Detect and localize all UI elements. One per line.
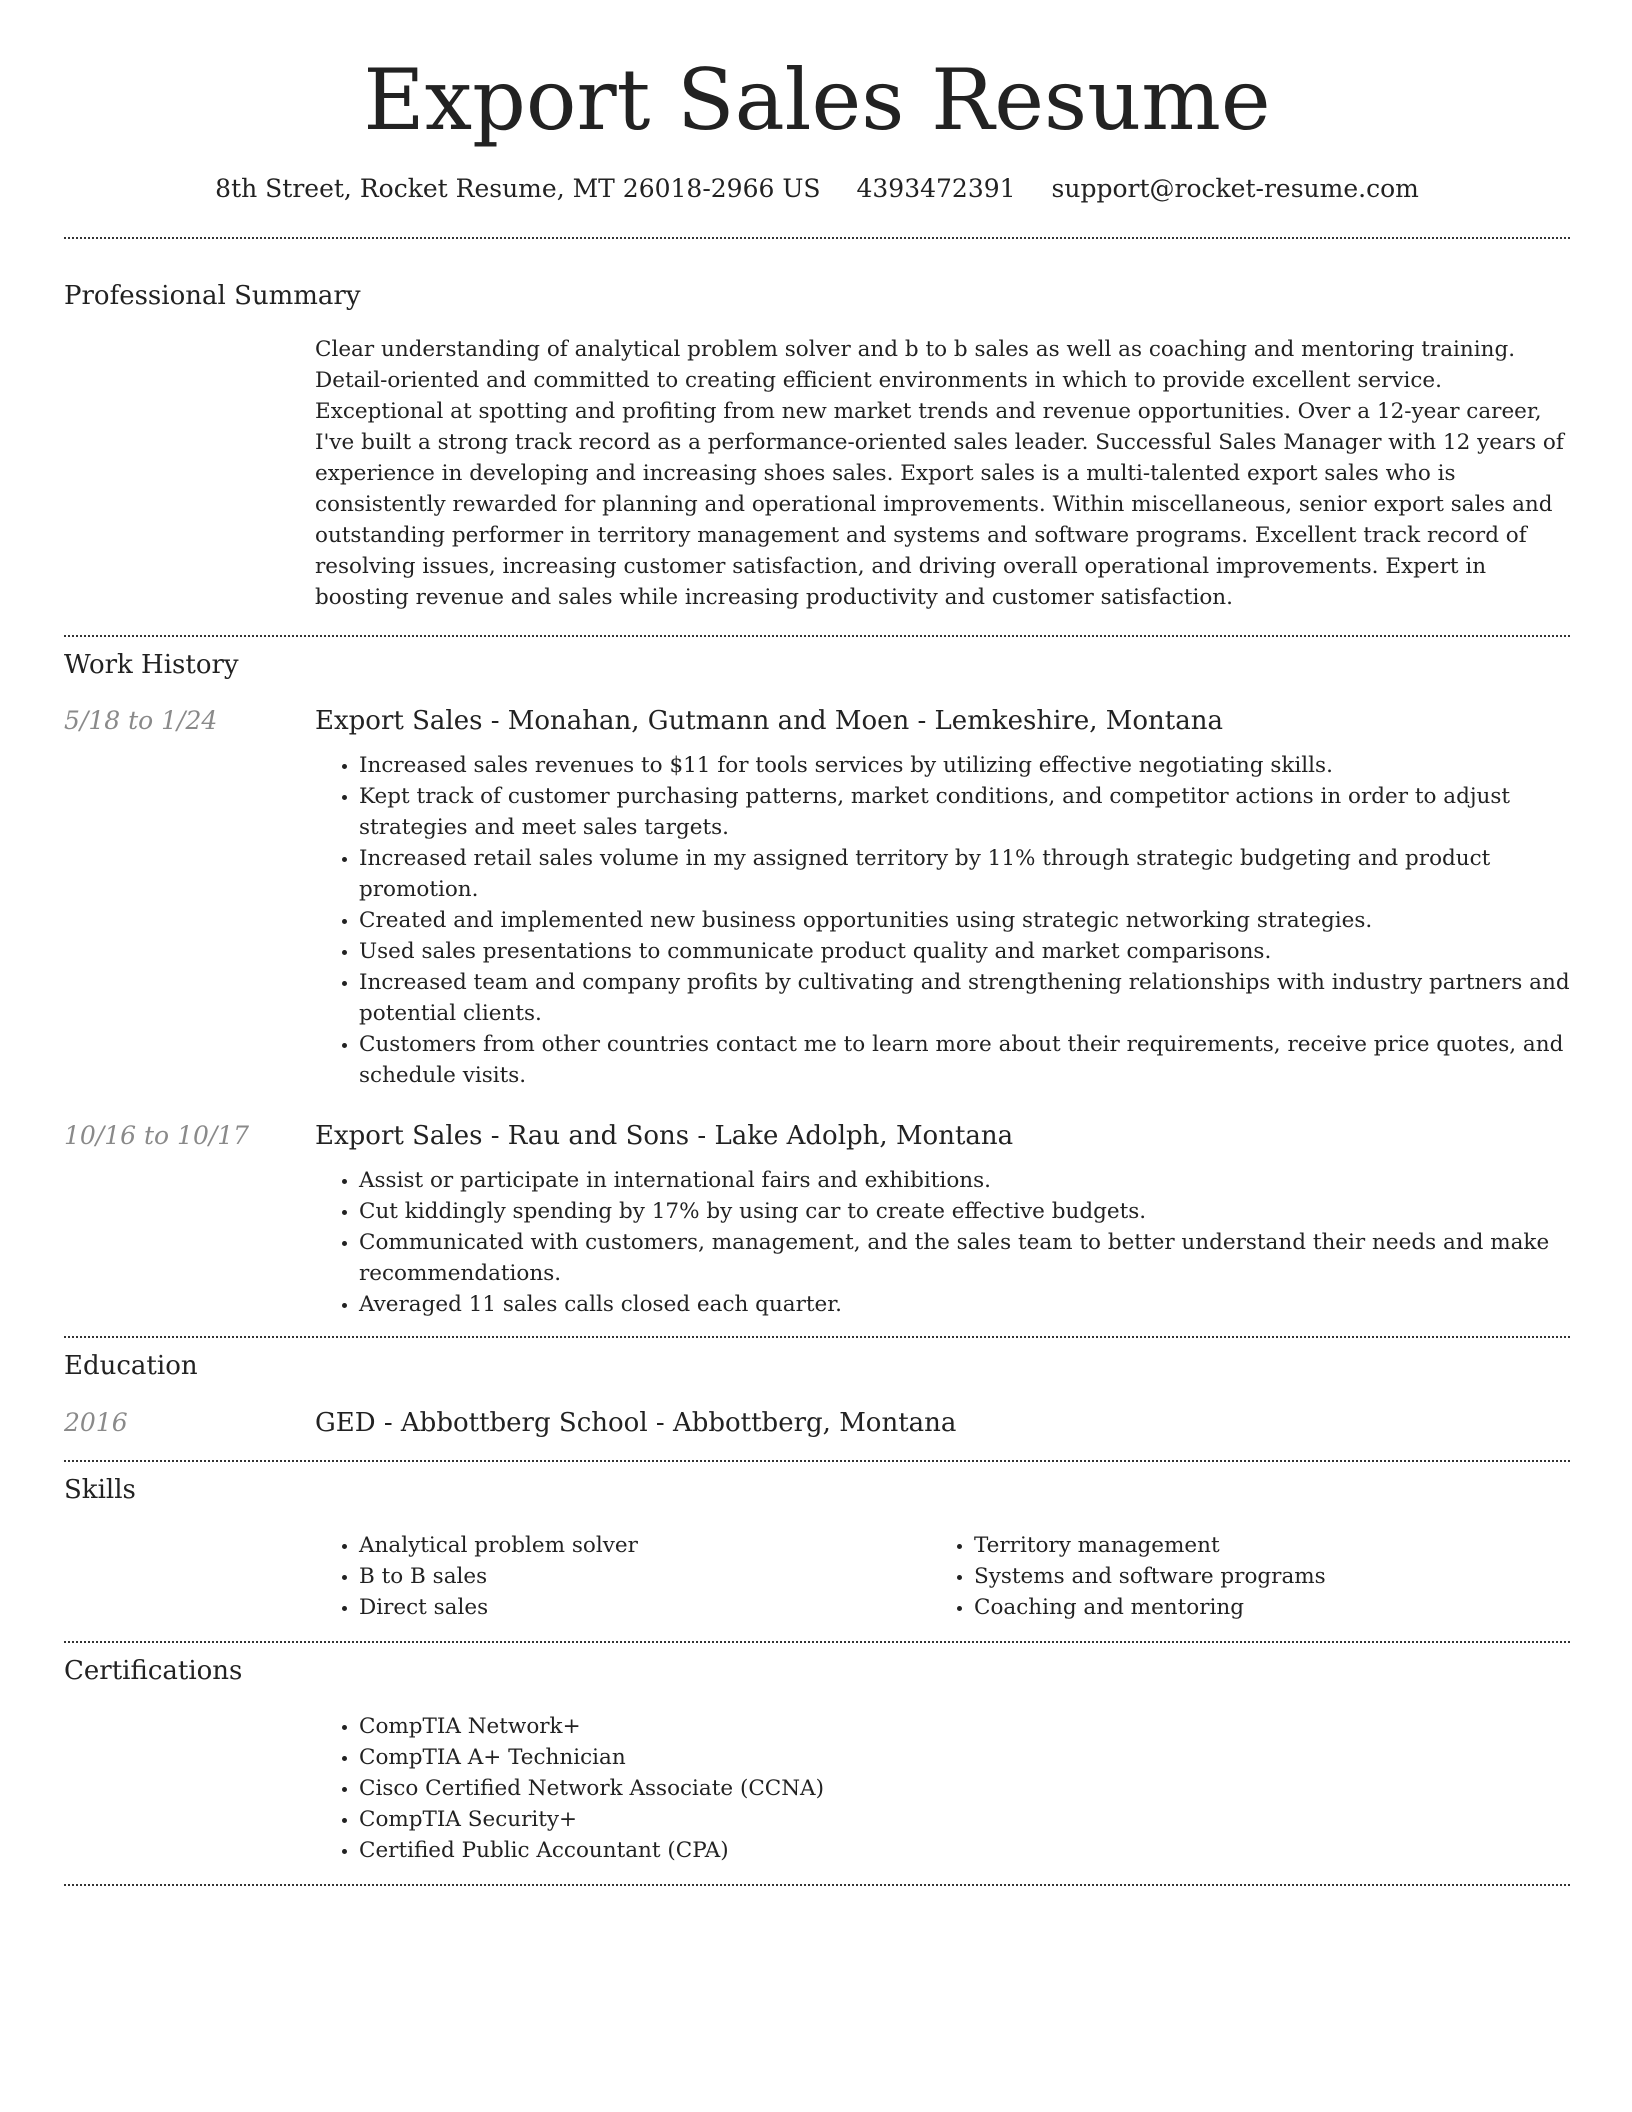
- skill-item: • B to B sales: [359, 1561, 930, 1592]
- job-entry: [64, 1121, 1570, 1320]
- education-year: 2016: [64, 1408, 128, 1437]
- contact-line: [64, 174, 1570, 203]
- certifications-list: [315, 1711, 1570, 1866]
- list-item: • Kept track of customer purchasing patterns, market conditions, and competitor actions in order to adjust strategies and meet sales targets.: [359, 781, 1570, 843]
- divider: [64, 1336, 1570, 1338]
- contact-address: 8th Street, Rocket Resume, MT 26018-2966 US: [215, 174, 821, 203]
- list-item: • Assist or participate in international fairs and exhibitions.: [359, 1165, 1570, 1196]
- summary-text: Clear understanding of analytical problem solver and b to b sales as well as coaching and mentoring training. Detail-oriented and committed to creating efficient environments in which to provide excellent service. Exceptional at spotting and profiting from new market trends and revenue opportunities. Over a 12-year career, I've built a strong track record as a performance-oriented sales leader. Successful Sales Manager with 12 years of experience in developing and increasing shoes sales. Export sales is a multi-talented export sales who is consistently rewarded for planning and operational improvements. Within miscellaneous, senior export sales and outstanding performer in territory management and systems and software programs. Excellent track record of resolving issues, increasing customer satisfaction, and driving overall operational improvements. Expert in boosting revenue and sales while increasing productivity and customer satisfaction.: [315, 337, 1564, 610]
- job-dates: 5/18 to 1/24: [64, 706, 218, 735]
- list-item: • Increased team and company profits by cultivating and strengthening relationships with industry partners and potential clients.: [359, 967, 1570, 1029]
- contact-email: support@rocket-resume.com: [1051, 174, 1419, 203]
- section-title-summary: Professional Summary: [64, 281, 361, 311]
- section-title-education: Education: [64, 1351, 198, 1381]
- certifications-row: [64, 1711, 1570, 1866]
- contact-phone: 4393472391: [856, 174, 1016, 203]
- skills-row: [64, 1530, 1570, 1623]
- list-item: • Cut kiddingly spending by 17% by using car to create effective budgets.: [359, 1196, 1570, 1227]
- skill-item: • Systems and software programs: [974, 1561, 1545, 1592]
- skills-list-right: [930, 1530, 1545, 1623]
- list-item: • Averaged 11 sales calls closed each quarter.: [359, 1289, 1570, 1320]
- job-heading: Export Sales - Rau and Sons - Lake Adolph, Montana: [315, 1121, 1014, 1151]
- list-item: • Increased retail sales volume in my assigned territory by 11% through strategic budgeting and product promotion.: [359, 843, 1570, 905]
- summary-row: [64, 334, 1570, 613]
- job-dates: 10/16 to 10/17: [64, 1121, 250, 1150]
- certification-item: • CompTIA A+ Technician: [359, 1742, 1570, 1773]
- section-title-work: Work History: [64, 650, 239, 680]
- certification-item: • Certified Public Accountant (CPA): [359, 1835, 1570, 1866]
- divider: [64, 1884, 1570, 1886]
- certification-item: • CompTIA Security+: [359, 1804, 1570, 1835]
- resume-title: Export Sales Resume: [363, 51, 1271, 149]
- skills-list-left: [315, 1530, 930, 1623]
- list-item: • Used sales presentations to communicate product quality and market comparisons.: [359, 936, 1570, 967]
- skill-item: • Analytical problem solver: [359, 1530, 930, 1561]
- job-bullets: [315, 750, 1570, 1091]
- section-title-skills: Skills: [64, 1475, 136, 1505]
- section-title-certifications: Certifications: [64, 1656, 243, 1686]
- divider: [64, 237, 1570, 239]
- list-item: • Customers from other countries contact me to learn more about their requirements, receive price quotes, and schedule visits.: [359, 1029, 1570, 1091]
- resume-page: [64, 0, 1570, 1886]
- job-entry: [64, 706, 1570, 1091]
- divider: [64, 1460, 1570, 1462]
- skill-item: • Coaching and mentoring: [974, 1592, 1545, 1623]
- list-item: • Increased sales revenues to $11 for tools services by utilizing effective negotiating skills.: [359, 750, 1570, 781]
- job-bullets: [315, 1165, 1570, 1320]
- job-heading: Export Sales - Monahan, Gutmann and Moen - Lemkeshire, Montana: [315, 706, 1223, 736]
- divider: [64, 635, 1570, 637]
- list-item: • Created and implemented new business opportunities using strategic networking strategies.: [359, 905, 1570, 936]
- divider: [64, 1641, 1570, 1643]
- certification-item: • CompTIA Network+: [359, 1711, 1570, 1742]
- education-heading: GED - Abbottberg School - Abbottberg, Montana: [315, 1408, 957, 1438]
- education-entry: [64, 1408, 1570, 1438]
- certification-item: • Cisco Certified Network Associate (CCNA): [359, 1773, 1570, 1804]
- skill-item: • Direct sales: [359, 1592, 930, 1623]
- list-item: • Communicated with customers, management, and the sales team to better understand their needs and make recommendations.: [359, 1227, 1570, 1289]
- skill-item: • Territory management: [974, 1530, 1545, 1561]
